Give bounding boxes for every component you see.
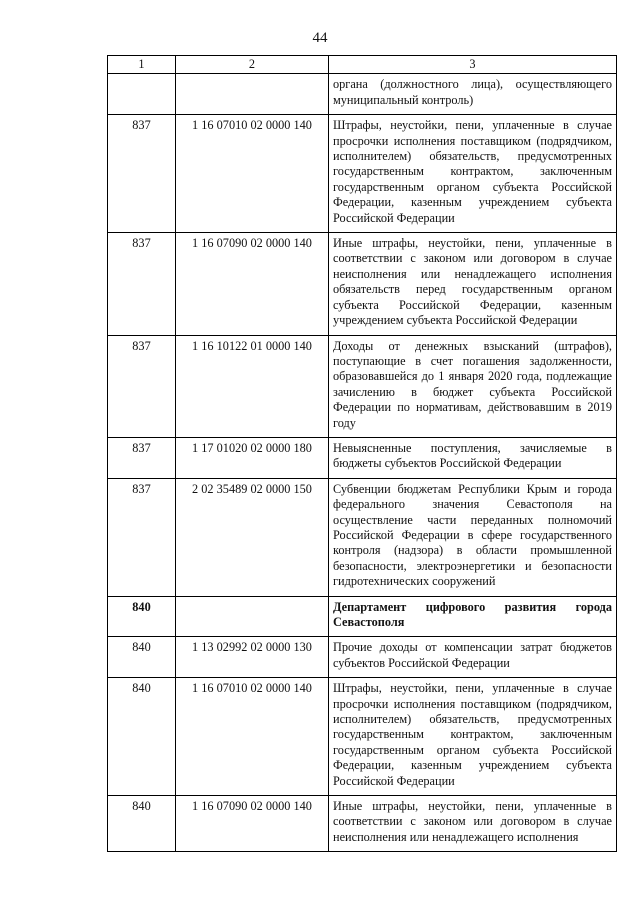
admin-code-cell: 840	[108, 596, 176, 637]
budget-code-cell	[176, 74, 329, 115]
budget-code-cell: 1 16 07090 02 0000 140	[176, 233, 329, 335]
table-body	[108, 74, 617, 852]
table-header-row	[108, 56, 617, 74]
admin-code-cell: 837	[108, 115, 176, 233]
budget-code-cell: 1 13 02992 02 0000 130	[176, 637, 329, 678]
description-cell: Доходы от денежных взысканий (штрафов), поступающие в счет погашения задолженности, образовавшейся до 1 января 2020 года, подлежащие зачислению в бюджет субъекта Российской Федерации по нормативам, действовавшим в 2019 году	[329, 335, 617, 437]
table-row	[108, 637, 617, 678]
description-cell: Департамент цифрового развития города Севастополя	[329, 596, 617, 637]
budget-code-cell: 1 16 07010 02 0000 140	[176, 115, 329, 233]
budget-code-cell: 1 16 07090 02 0000 140	[176, 796, 329, 852]
table-row	[108, 335, 617, 437]
budget-code-cell: 1 16 10122 01 0000 140	[176, 335, 329, 437]
table-row	[108, 437, 617, 478]
description-cell: Штрафы, неустойки, пени, уплаченные в случае просрочки исполнения поставщиком (подрядчиком, исполнителем) обязательств, предусмотренных государственным контрактом, заключенным государственным органом субъекта Российской Федерации, казенным учреждением субъекта Российской Федерации	[329, 115, 617, 233]
admin-code-cell: 837	[108, 437, 176, 478]
table-row	[108, 74, 617, 115]
admin-code-cell: 837	[108, 335, 176, 437]
admin-code-cell	[108, 74, 176, 115]
header-col-3: 3	[329, 56, 617, 74]
admin-code-cell: 840	[108, 637, 176, 678]
description-cell: органа (должностного лица), осуществляющего муниципальный контроль)	[329, 74, 617, 115]
table-row	[108, 478, 617, 596]
admin-code-cell: 837	[108, 478, 176, 596]
description-cell: Субвенции бюджетам Республики Крым и города федерального значения Севастополя на осуществление части переданных полномочий Российской Федерации в сфере государственного контроля (надзора) в области промышленной безопасности, электроэнергетики и безопасности гидротехнических сооружений	[329, 478, 617, 596]
table-row	[108, 233, 617, 335]
admin-code-cell: 840	[108, 796, 176, 852]
page-number: 44	[312, 30, 328, 46]
table-row	[108, 596, 617, 637]
admin-code-cell: 840	[108, 678, 176, 796]
description-cell: Иные штрафы, неустойки, пени, уплаченные в соответствии с законом или договором в случае неисполнения или ненадлежащего исполнения	[329, 796, 617, 852]
budget-code-cell: 1 17 01020 02 0000 180	[176, 437, 329, 478]
description-cell: Прочие доходы от компенсации затрат бюджетов субъектов Российской Федерации	[329, 637, 617, 678]
header-col-2: 2	[176, 56, 329, 74]
table-row	[108, 796, 617, 852]
table-row	[108, 678, 617, 796]
budget-code-cell: 2 02 35489 02 0000 150	[176, 478, 329, 596]
admin-code-cell: 837	[108, 233, 176, 335]
header-col-1: 1	[108, 56, 176, 74]
budget-code-cell: 1 16 07010 02 0000 140	[176, 678, 329, 796]
description-cell: Штрафы, неустойки, пени, уплаченные в случае просрочки исполнения поставщиком (подрядчиком, исполнителем) обязательств, предусмотренных государственным контрактом, заключенным государственным органом субъекта Российской Федерации, казенным учреждением субъекта Российской Федерации	[329, 678, 617, 796]
description-cell: Невыясненные поступления, зачисляемые в бюджеты субъектов Российской Федерации	[329, 437, 617, 478]
table-row	[108, 115, 617, 233]
revenue-codes-table	[107, 55, 617, 852]
description-cell: Иные штрафы, неустойки, пени, уплаченные в соответствии с законом или договором в случае неисполнения или ненадлежащего исполнения обязательств перед государственным органом субъекта Российской Федерации, казенным учреждением субъекта Российской Федерации	[329, 233, 617, 335]
budget-code-cell	[176, 596, 329, 637]
